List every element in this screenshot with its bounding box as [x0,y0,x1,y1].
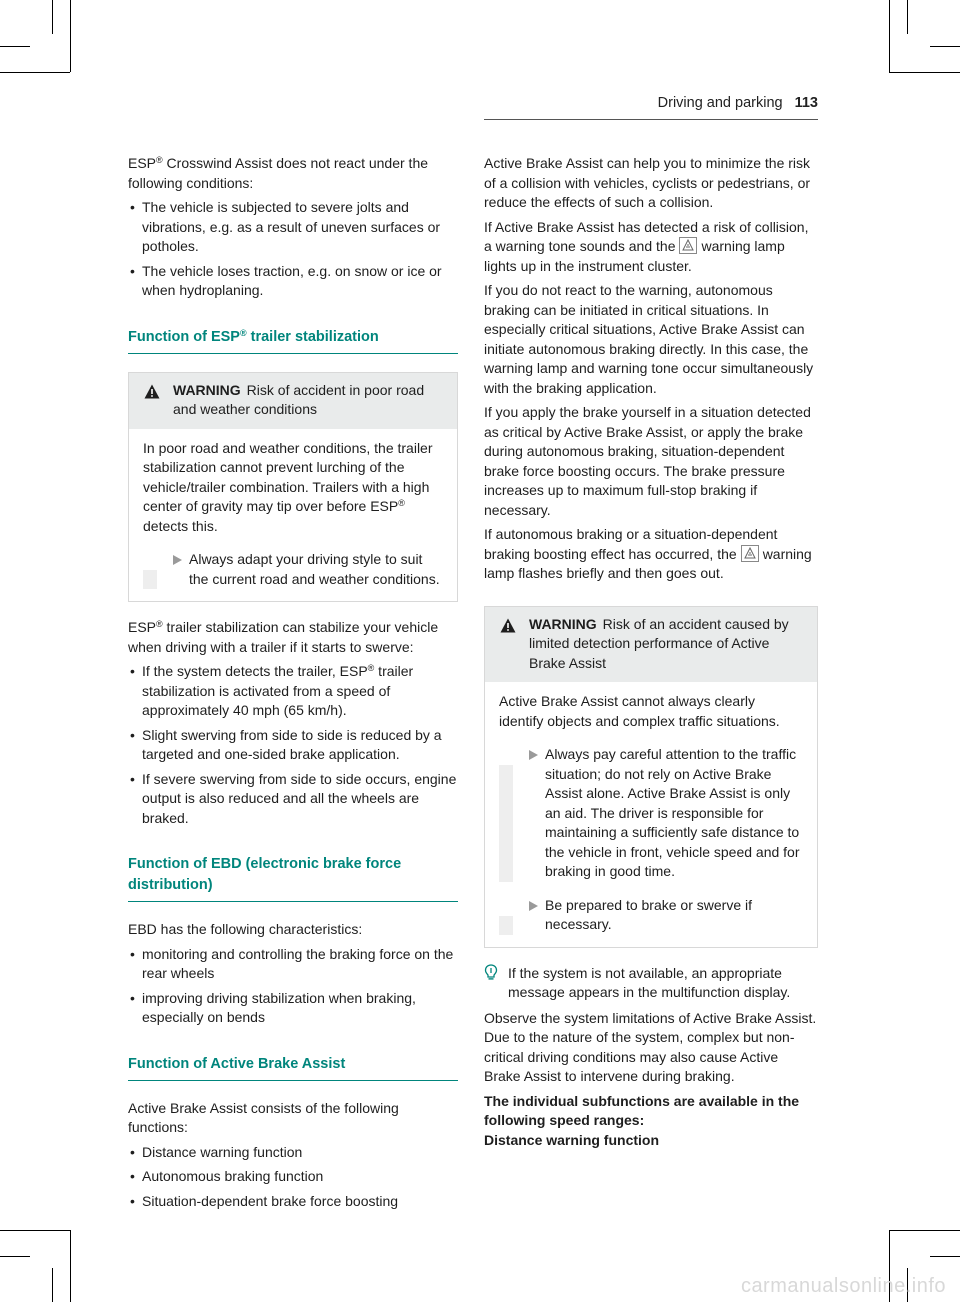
crop-mark [0,1230,70,1231]
action-step: Always adapt your driving style to suit the current road and weather conditions. [143,550,443,589]
crop-mark [70,1230,71,1302]
trailer-stabilization-heading: Function of ESP® trailer stabilization [128,327,458,354]
crop-mark [0,46,30,47]
crop-mark [930,1256,960,1257]
crop-mark [889,1230,960,1231]
arrow-right-icon [529,750,538,760]
left-column [128,154,458,1221]
list-item: • If the system detects the trailer, ESP® trailer stabilization is activated from a speed of approximately 40 mph (65 km/h). [128,662,458,721]
crop-mark [930,46,960,47]
info-note: If the system is not available, an appropriate message appears in the multifunction display. [484,964,818,1003]
active-brake-assist-heading: Function of Active Brake Assist [128,1054,458,1081]
list-item: • Distance warning function [128,1143,458,1163]
arrow-right-icon [529,901,538,911]
collision-warning-lamp-icon [741,545,759,562]
list-item: • Slight swerving from side to side is reduced by a targeted and one-sided brake application. [128,726,458,765]
warning-triangle-icon [500,618,516,633]
arrow-right-icon [173,555,182,565]
page-number: 113 [794,95,818,111]
paragraph: Observe the system limitations of Active Brake Assist. Due to the nature of the system, complex but non-critical driving conditions may also cause Active Brake Assist to intervene during braking. [484,1009,817,1084]
warning-box-detection [484,606,818,948]
trailer-list [128,662,458,828]
ebd-heading: Function of EBD (electronic brake force distribution) [128,854,458,902]
warning-label: WARNING [529,615,597,632]
crop-mark [889,72,960,73]
list-item: • monitoring and controlling the braking force on the rear wheels [128,945,458,984]
paragraph: If you do not react to the warning, autonomous braking can be initiated in critical situations. In especially critical situations, Active Brake Assist can initiate autonomous braking directly. In this case, the warning lamp and warning tone occur simultaneously with the braking application. [484,282,814,396]
crop-mark [907,0,908,34]
warning-title: Risk of accident in poor road and weather conditions [173,381,425,417]
warning-body [129,429,457,602]
aba-intro: Active Brake Assist consists of the following functions: [128,1099,399,1135]
action-step: Be prepared to brake or swerve if necessary. [499,896,803,935]
paragraph: If autonomous braking or a situation-dependent braking boosting effect has occurred, the warning lamp flashes briefly and then goes out. [484,526,812,581]
warning-header [129,373,457,429]
bold-heading: Distance warning function [484,1131,660,1148]
paragraph: Active Brake Assist can help you to minimize the risk of a collision with vehicles, cyclists or pedestrians, or reduce the effects of such a collision. [484,155,811,210]
ebd-list [128,945,458,1028]
list-item: • Situation-dependent brake force boosting [128,1192,458,1212]
list-item: • Autonomous braking function [128,1167,458,1187]
info-lightbulb-icon [484,964,498,981]
crop-mark [889,0,890,72]
crop-mark [70,0,71,72]
paragraph: If you apply the brake yourself in a situation detected as critical by Active Brake Assist, or apply the brake during autonomous braking, situation-dependent brake force boosting occurs. The brake pressure increases up to maximum full-stop braking if necessary. [484,404,811,518]
collision-warning-lamp-icon [679,237,697,254]
right-column [484,154,818,1150]
list-item: • The vehicle is subjected to severe jolts and vibrations, e.g. as a result of uneven surfaces or potholes. [128,198,458,257]
crop-mark [0,72,70,73]
ebd-intro: EBD has the following characteristics: [128,921,363,937]
bold-heading: The individual subfunctions are available in the following speed ranges: [484,1092,800,1128]
warning-text: Active Brake Assist cannot always clearly identify objects and complex traffic situations. [499,693,780,729]
warning-title: Risk of an accident caused by limited detection performance of Active Brake Assist [529,615,789,671]
aba-list [128,1143,458,1212]
warning-header [485,607,817,683]
warning-body [485,682,817,947]
paragraph: If Active Brake Assist has detected a risk of collision, a warning tone sounds and the warning lamp lights up in the instrument cluster. [484,218,809,274]
trailer-intro: ESP® trailer stabilization can stabilize your vehicle when driving with a trailer if it starts to swerve: [128,619,439,655]
header-rule [484,119,818,120]
list-item: • If severe swerving from side to side occurs, engine output is also reduced and all the wheels are braked. [128,770,458,829]
crop-mark [0,1256,30,1257]
action-step: Always pay careful attention to the traffic situation; do not rely on Active Brake Assist alone. Active Brake Assist is only an aid. The driver is responsible for maintaining a sufficiently safe distance to the vehicle in front, vehicle speed and for braking in good time. [499,745,803,882]
crosswind-intro: ESP® Crosswind Assist does not react under the following conditions: [128,155,429,191]
page-header [658,94,818,114]
crosswind-list [128,198,458,301]
warning-text: In poor road and weather conditions, the trailer stabilization cannot prevent lurching of the vehicle/trailer combination. Trailers with a high center of gravity may tip over before ESP® detects this. [143,439,433,534]
list-item: • The vehicle loses traction, e.g. on snow or ice or when hydroplaning. [128,262,458,301]
warning-box-road-conditions [128,372,458,603]
warning-label: WARNING [173,381,241,398]
header-title: Driving and parking [657,95,783,111]
crop-mark [52,0,53,34]
warning-triangle-icon [144,384,160,399]
watermark: carmanualsonline.info [740,1274,946,1297]
crop-mark [52,1268,53,1302]
list-item: • improving driving stabilization when braking, especially on bends [128,989,458,1028]
